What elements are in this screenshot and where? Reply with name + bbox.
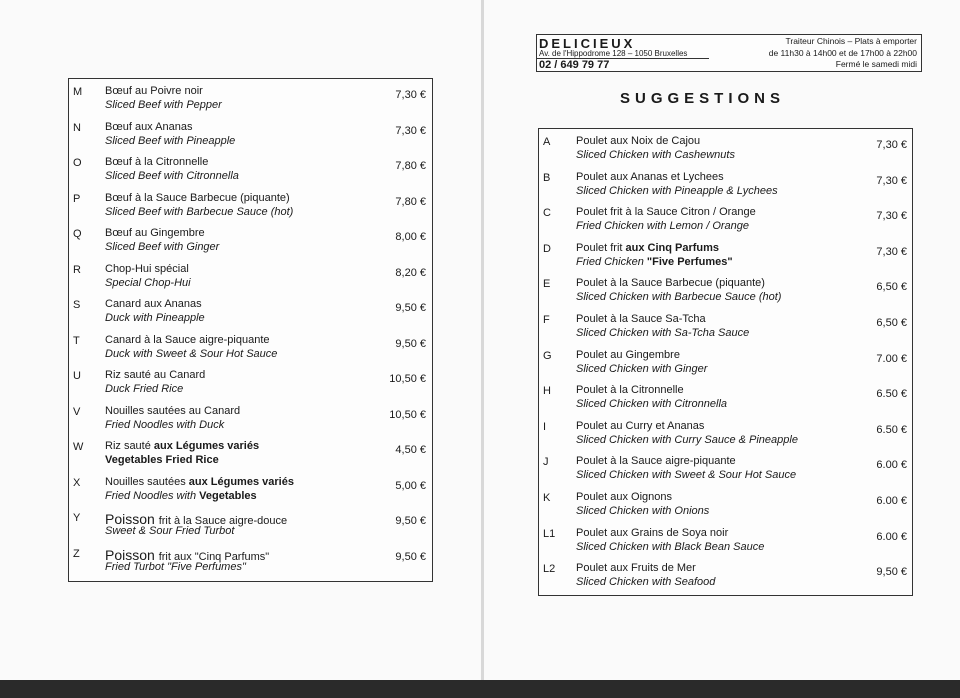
item-name-en — [576, 363, 707, 375]
item-price: 7.00 € — [876, 352, 907, 365]
item-name-en-text: Special Chop-Hui — [105, 276, 191, 289]
item-name-en-text: Sliced Chicken with Curry Sauce & Pineapple — [576, 433, 798, 446]
item-name-fr-text: Poulet frit à la Sauce Citron / Orange — [576, 206, 756, 219]
menu-item — [69, 437, 432, 473]
item-name-en — [105, 525, 234, 537]
item-name-en-text: Duck with Pineapple — [105, 312, 205, 324]
item-name-fr — [105, 405, 240, 417]
item-name-fr-text: Canard à la Sauce aigre-piquante — [105, 333, 270, 346]
item-name-fr — [576, 206, 756, 218]
item-name-en-text: Fried Chicken — [576, 255, 644, 268]
item-price: 6.00 € — [876, 495, 907, 507]
item-price: 4,50 € — [395, 444, 426, 456]
item-name-en — [105, 241, 219, 253]
item-name-en — [576, 469, 796, 481]
item-name-fr-text: Poulet à la Sauce Sa-Tcha — [576, 313, 706, 325]
item-name-fr-text: Poulet au Curry et Ananas — [576, 419, 705, 432]
menu-item — [69, 366, 432, 402]
item-price: 6.50 € — [876, 388, 907, 401]
menu-item — [539, 559, 912, 595]
item-price: 9,50 € — [876, 566, 907, 579]
item-name-en-text: Sliced Beef with Ginger — [105, 241, 220, 253]
item-name-en — [576, 576, 715, 588]
menu-item — [69, 153, 432, 189]
item-name-en — [105, 135, 235, 147]
menu-item — [69, 295, 432, 331]
item-name-en — [105, 561, 246, 573]
item-name-fr-text: Poulet au Gingembre — [576, 348, 680, 361]
menu-item — [69, 473, 432, 509]
scan-edge — [0, 680, 960, 698]
item-name-fr — [105, 476, 294, 488]
item-price: 7,30 € — [876, 210, 907, 223]
item-price: 7,30 € — [395, 89, 426, 101]
item-price: 6.00 € — [876, 530, 907, 543]
item-name-fr-text: Poulet à la Sauce aigre-piquante — [576, 455, 736, 468]
item-name-fr-text: Poulet aux Oignons — [576, 491, 673, 503]
item-code: L2 — [543, 563, 556, 576]
menu-item — [69, 118, 432, 154]
restaurant-header — [536, 34, 922, 72]
item-price: 7,80 € — [395, 160, 426, 172]
item-code: X — [73, 476, 81, 489]
item-code: E — [543, 278, 551, 291]
item-name-en — [576, 434, 798, 446]
item-name-en — [576, 149, 735, 161]
item-name-en-text: Vegetables Fried Rice — [105, 454, 219, 466]
item-name-fr-text: Poulet frit — [576, 241, 623, 254]
item-price: 7,30 € — [876, 245, 907, 258]
item-name-en-text: Sliced Beef with Barbecue Sauce (hot) — [105, 205, 294, 218]
item-code: N — [73, 121, 81, 134]
item-code: Q — [73, 228, 82, 240]
item-name-fr — [576, 455, 736, 467]
item-name-en-text: Duck with Sweet & Sour Hot Sauce — [105, 347, 278, 360]
item-code: Y — [73, 512, 81, 524]
item-price: 7,30 € — [876, 139, 907, 151]
item-code: O — [73, 157, 82, 169]
item-name-en-text: Fried Chicken with Lemon / Orange — [576, 220, 750, 233]
item-code: V — [73, 405, 81, 418]
item-price: 7,30 € — [395, 124, 426, 137]
item-name-fr — [105, 369, 205, 381]
menu-item — [539, 381, 912, 417]
menu-list-right — [538, 128, 913, 596]
item-name-en — [105, 490, 257, 502]
item-name-en-text: Sliced Chicken with Barbecue Sauce (hot) — [576, 291, 782, 304]
item-name-fr — [576, 384, 684, 396]
menu-item — [69, 224, 432, 260]
menu-item — [539, 488, 912, 524]
item-code: J — [543, 456, 549, 469]
item-name-en-bold: Vegetables — [196, 489, 257, 502]
menu-item — [69, 508, 432, 544]
menu-item — [69, 82, 432, 118]
item-code: U — [73, 370, 81, 382]
item-name-en — [576, 541, 764, 553]
item-price: 9,50 € — [395, 337, 426, 350]
item-name-fr — [105, 298, 202, 310]
item-name-en — [105, 383, 183, 395]
item-name-fr — [105, 192, 290, 204]
item-code: D — [543, 242, 551, 255]
item-name-en-text: Sliced Chicken with Onions — [576, 505, 710, 517]
item-name-fr-text: Poulet aux Ananas et Lychees — [576, 170, 724, 183]
item-code: B — [543, 171, 551, 184]
item-name-en-text: Sliced Chicken with Black Bean Sauce — [576, 540, 765, 553]
item-name-en-text: Fried Noodles with — [105, 489, 197, 502]
item-code: L1 — [543, 527, 556, 540]
closing-note: Fermé le samedi midi — [835, 59, 917, 69]
item-name-en-text: Sliced Beef with Citronnella — [105, 170, 239, 182]
item-price: 9,50 € — [395, 515, 426, 527]
item-code: M — [73, 86, 83, 98]
item-name-fr — [105, 121, 192, 133]
item-name-en-text: Sliced Chicken with Ginger — [576, 362, 708, 375]
menu-item — [69, 260, 432, 296]
menu-item — [69, 402, 432, 438]
item-price: 8,20 € — [395, 266, 426, 279]
item-name-fr-text: Bœuf à la Citronnelle — [105, 156, 209, 168]
item-name-en-text: Sliced Chicken with Sweet & Sour Hot Sauce — [576, 469, 797, 482]
menu-item — [539, 524, 912, 560]
restaurant-tagline: Traiteur Chinois – Plats à emporter — [785, 36, 917, 46]
item-name-en — [105, 419, 224, 431]
item-name-en — [105, 170, 239, 182]
menu-item — [539, 417, 912, 453]
item-name-fr — [576, 527, 728, 539]
item-code: G — [543, 349, 552, 362]
menu-item — [539, 310, 912, 346]
item-name-fr — [576, 420, 704, 432]
item-name-fr — [576, 135, 700, 147]
item-name-en-text: Sweet & Sour Fried Turbot — [105, 525, 235, 537]
item-name-fr-text: Bœuf aux Ananas — [105, 120, 193, 133]
item-name-en — [105, 99, 222, 111]
item-name-en — [105, 348, 277, 360]
item-price: 6,50 € — [876, 317, 907, 329]
item-price: 5,00 € — [395, 479, 426, 492]
restaurant-phone: 02 / 649 79 77 — [539, 59, 610, 71]
menu-item — [69, 189, 432, 225]
item-price: 6,50 € — [876, 281, 907, 294]
item-code: T — [73, 334, 80, 347]
item-name-fr — [105, 156, 208, 168]
menu-item — [539, 346, 912, 382]
item-name-fr-text: Poulet à la Sauce Barbecue (piquante) — [576, 277, 765, 290]
item-name-fr-text: Nouilles sautées — [105, 475, 186, 488]
item-name-en-text: Fried Turbot "Five Perfumes" — [105, 560, 246, 573]
item-price: 6.50 € — [876, 423, 907, 436]
item-name-en — [576, 398, 727, 410]
restaurant-name: DELICIEUX — [539, 36, 636, 51]
item-name-en — [576, 327, 749, 339]
item-code: P — [73, 192, 81, 205]
item-name-en — [105, 454, 219, 466]
menu-item — [69, 331, 432, 367]
item-name-fr — [576, 242, 719, 254]
item-name-fr-lead: Poisson — [105, 546, 159, 563]
item-price: 6.00 € — [876, 459, 907, 472]
menu-item — [539, 168, 912, 204]
item-price: 7,80 € — [395, 195, 426, 208]
item-name-fr-text: Poulet aux Noix de Cajou — [576, 135, 701, 147]
item-name-fr-text: Nouilles sautées au Canard — [105, 404, 241, 417]
item-code: C — [543, 207, 551, 220]
menu-list-left — [68, 78, 433, 582]
item-name-fr — [105, 85, 203, 97]
item-name-fr-text: Riz sauté au Canard — [105, 369, 206, 381]
item-price: 8,00 € — [395, 231, 426, 243]
item-name-en-text: Sliced Beef with Pineapple — [105, 134, 236, 147]
item-name-en-text: Sliced Beef with Pepper — [105, 99, 222, 111]
item-name-fr — [576, 349, 680, 361]
page-title: SUGGESTIONS — [620, 90, 786, 107]
item-name-fr-text: Chop-Hui spécial — [105, 262, 189, 275]
item-code: H — [543, 385, 551, 398]
item-name-fr-lead: Poisson — [105, 511, 159, 527]
item-name-fr-text: Poulet aux Fruits de Mer — [576, 562, 696, 575]
item-code: I — [543, 420, 547, 433]
item-name-fr — [105, 334, 270, 346]
item-price: 9,50 € — [395, 550, 426, 563]
item-code: K — [543, 492, 551, 504]
item-name-fr-text: Bœuf au Gingembre — [105, 227, 205, 239]
item-name-en-text: Sliced Chicken with Citronnella — [576, 398, 728, 411]
menu-item — [539, 274, 912, 310]
item-name-en — [576, 505, 709, 517]
item-name-en-text: Duck Fried Rice — [105, 383, 184, 395]
item-name-en — [105, 277, 191, 289]
item-name-en — [576, 256, 733, 268]
item-name-en-bold: "Five Perfumes" — [643, 255, 733, 268]
item-name-fr-text: frit aux "Cinq Parfums" — [158, 550, 270, 563]
item-name-en-text: Sliced Chicken with Cashewnuts — [576, 149, 735, 161]
item-name-fr-text: Poulet à la Citronnelle — [576, 384, 684, 397]
item-name-fr-text: frit à la Sauce aigre-douce — [158, 515, 288, 527]
item-name-en — [576, 291, 781, 303]
menu-item — [539, 239, 912, 275]
item-name-fr-text: Canard aux Ananas — [105, 298, 202, 310]
item-name-en — [576, 220, 749, 232]
item-price: 10,50 € — [389, 373, 426, 385]
item-name-en — [105, 312, 205, 324]
item-price: 10,50 € — [389, 408, 426, 421]
item-name-en-text: Sliced Chicken with Pineapple & Lychees — [576, 184, 778, 197]
item-name-fr-bold: aux Cinq Parfums — [622, 241, 720, 254]
item-code: R — [73, 263, 81, 276]
item-name-fr — [576, 313, 706, 325]
item-name-fr — [576, 562, 696, 574]
item-name-fr-text: Poulet aux Grains de Soya noir — [576, 526, 729, 539]
menu-item — [539, 203, 912, 239]
item-name-fr — [576, 277, 765, 289]
item-name-fr-bold: aux Légumes variés — [185, 475, 294, 488]
item-name-en-text: Sliced Chicken with Sa-Tcha Sauce — [576, 327, 750, 339]
opening-hours: de 11h30 à 14h00 et de 17h00 à 22h00 — [768, 48, 917, 58]
item-code: Z — [73, 547, 80, 560]
item-name-fr-text: Riz sauté — [105, 440, 151, 452]
item-name-fr — [105, 227, 205, 239]
item-name-fr-text: Bœuf au Poivre noir — [105, 85, 203, 97]
item-code: A — [543, 136, 551, 148]
item-name-fr — [576, 491, 672, 503]
item-name-fr — [576, 171, 724, 183]
item-code: S — [73, 299, 81, 311]
item-name-fr — [105, 440, 259, 452]
menu-item — [69, 544, 432, 580]
item-name-en-text: Sliced Chicken with Seafood — [576, 576, 716, 589]
menu-item — [539, 452, 912, 488]
item-name-en — [576, 185, 778, 197]
menu-item — [539, 132, 912, 168]
item-name-en-text: Fried Noodles with Duck — [105, 418, 225, 431]
item-name-en — [105, 206, 293, 218]
item-name-fr — [105, 263, 189, 275]
item-code: W — [73, 441, 84, 453]
restaurant-address: Av. de l'Hippodrome 128 – 1050 Bruxelles — [539, 49, 688, 58]
item-price: 7,30 € — [876, 174, 907, 187]
item-name-fr-text: Bœuf à la Sauce Barbecue (piquante) — [105, 191, 290, 204]
item-price: 9,50 € — [395, 302, 426, 314]
item-code: F — [543, 314, 550, 326]
item-name-fr-bold: aux Légumes variés — [150, 440, 260, 452]
